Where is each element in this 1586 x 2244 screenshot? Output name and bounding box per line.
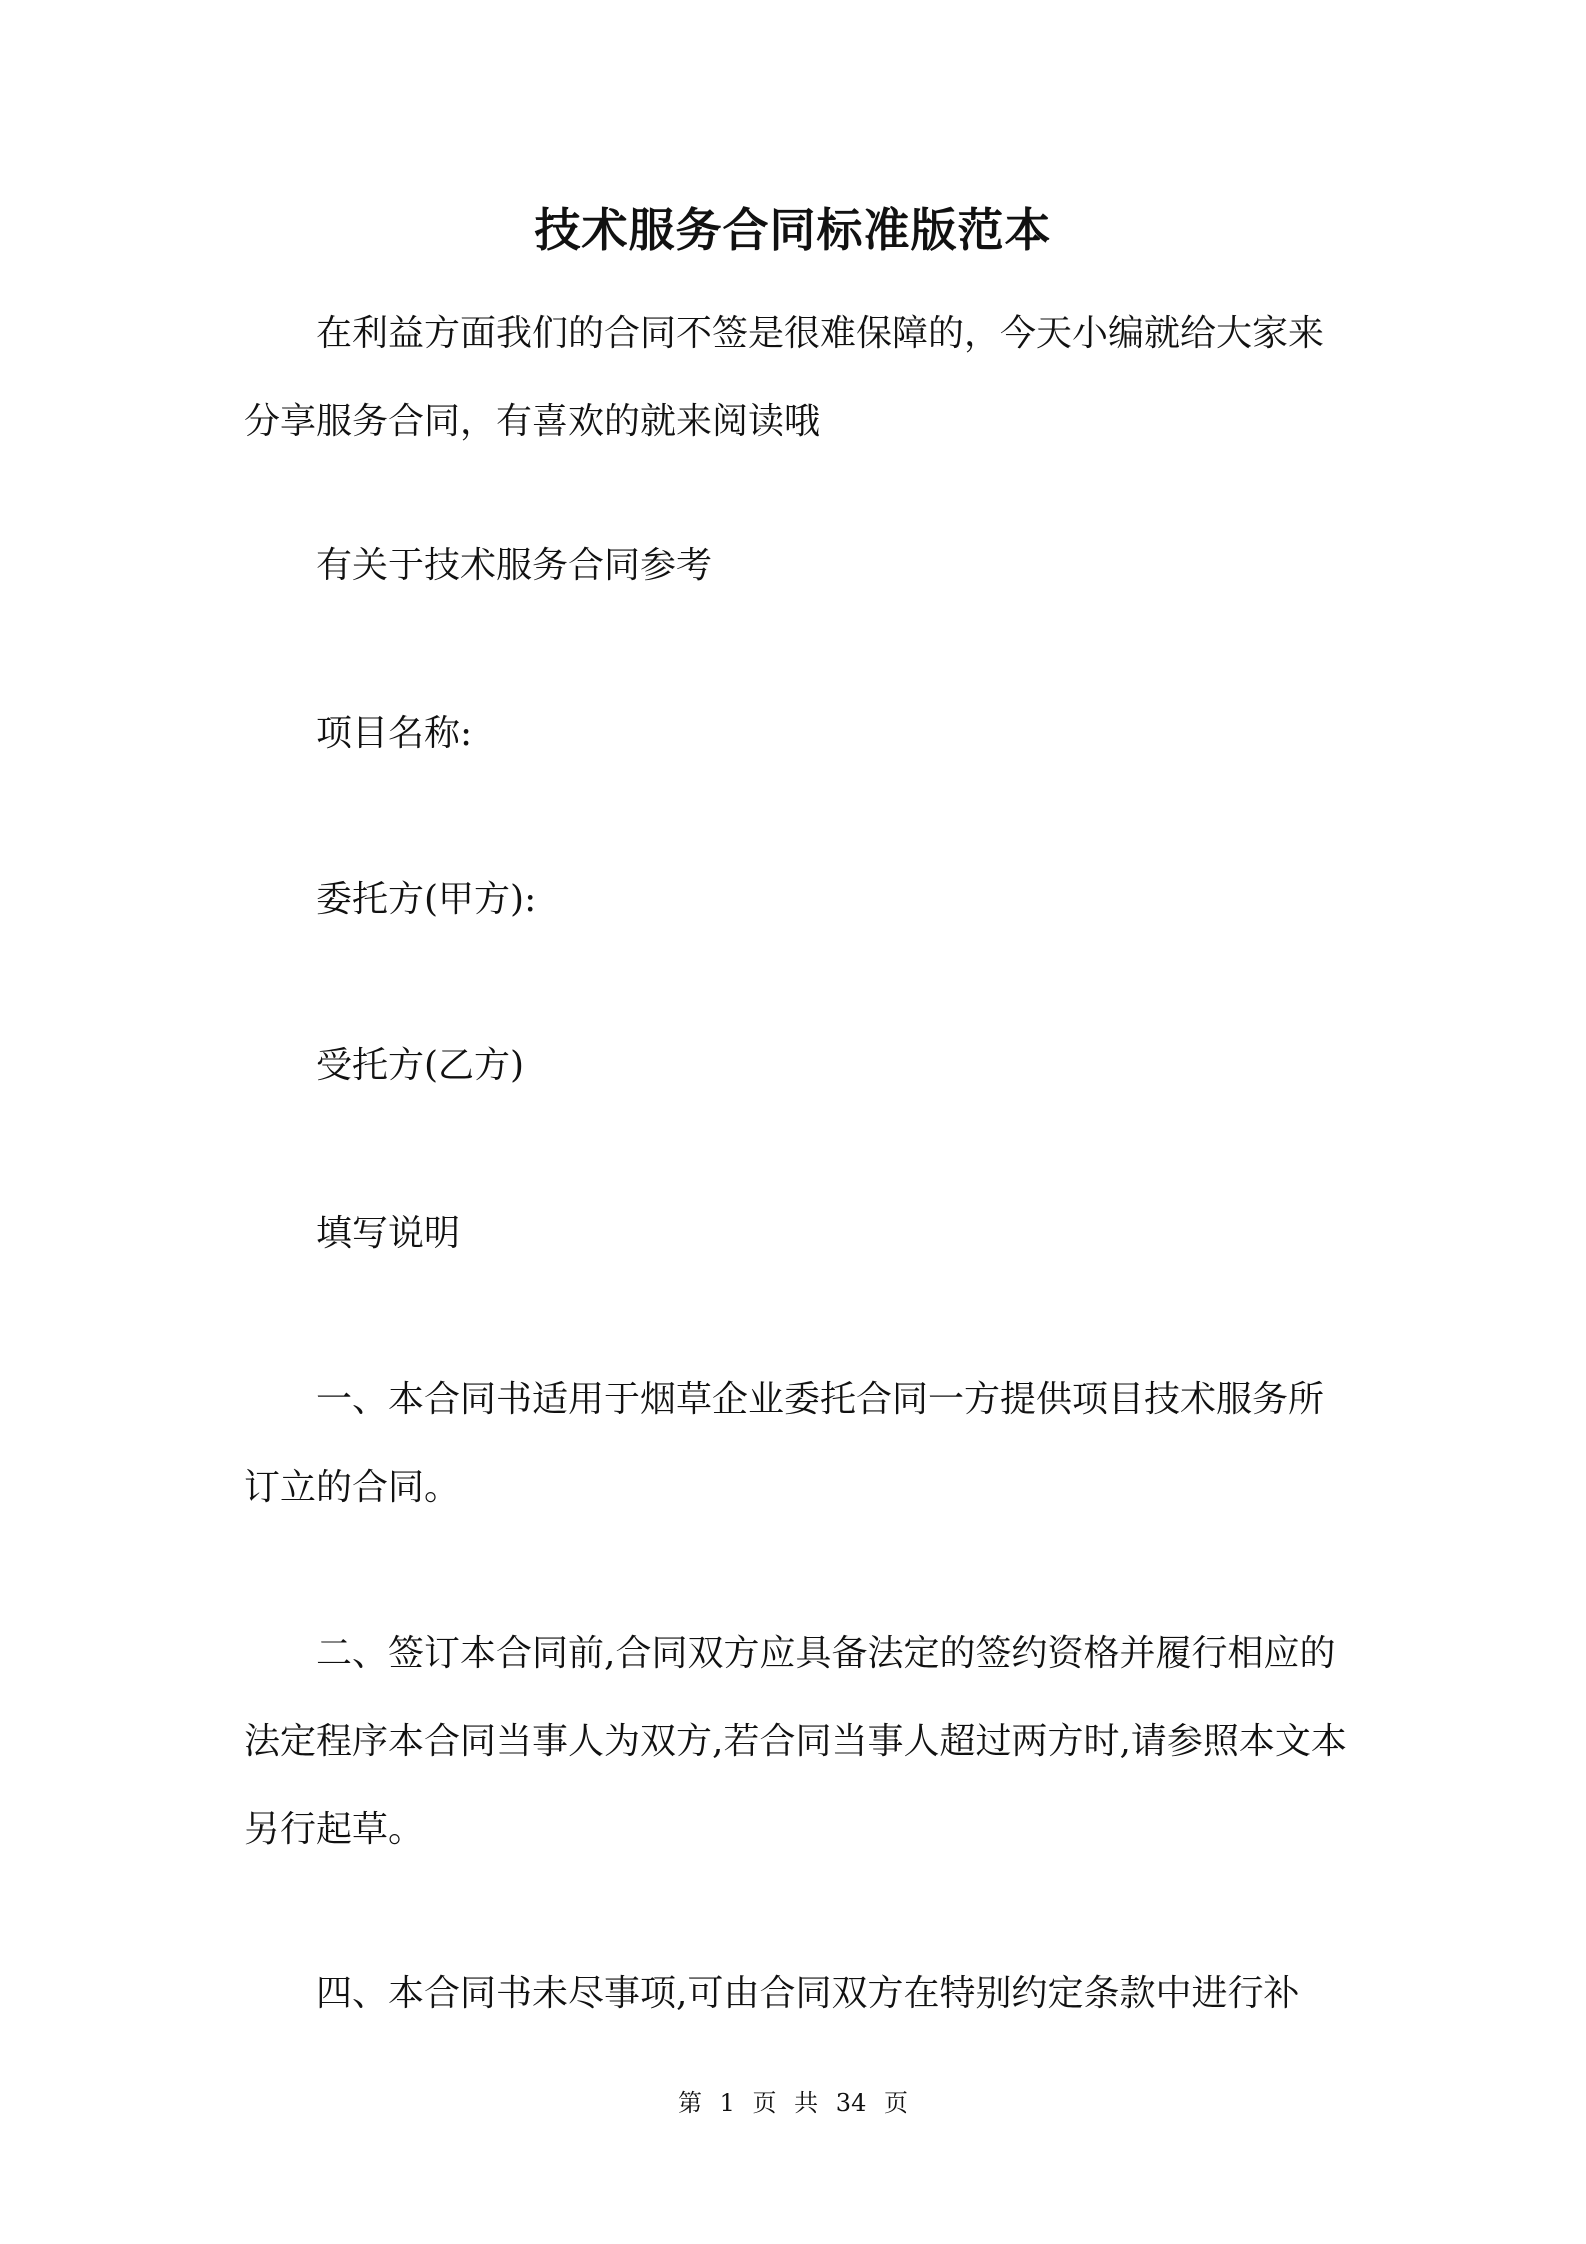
instruction-item-1: 一、本合同书适用于烟草企业委托合同一方提供项目技术服务所订立的合同。: [244, 1379, 1325, 1508]
project-name-field: 项目名称:: [316, 713, 473, 754]
instruction-item-4: 四、本合同书未尽事项,可由合同双方在特别约定条款中进行补: [316, 1973, 1300, 2014]
contractor-party-b-field: 受托方(乙方): [316, 1045, 525, 1086]
client-party-a-field: 委托方(甲方):: [316, 879, 537, 920]
intro-paragraph: 在利益方面我们的合同不签是很难保障的，今天小编就给大家来分享服务合同，有喜欢的就来阅读哦: [244, 313, 1325, 442]
instruction-item-2: 二、签订本合同前,合同双方应具备法定的签约资格并履行相应的法定程序本合同当事人为双方,若合同当事人超过两方时,请参照本文本另行起草。: [244, 1633, 1347, 1850]
page-number-footer: 第 1 页 共 34 页: [678, 2089, 908, 2117]
document-title: 技术服务合同标准版范本: [534, 203, 1052, 257]
instructions-heading: 填写说明: [316, 1213, 461, 1254]
reference-heading: 有关于技术服务合同参考: [316, 545, 713, 586]
